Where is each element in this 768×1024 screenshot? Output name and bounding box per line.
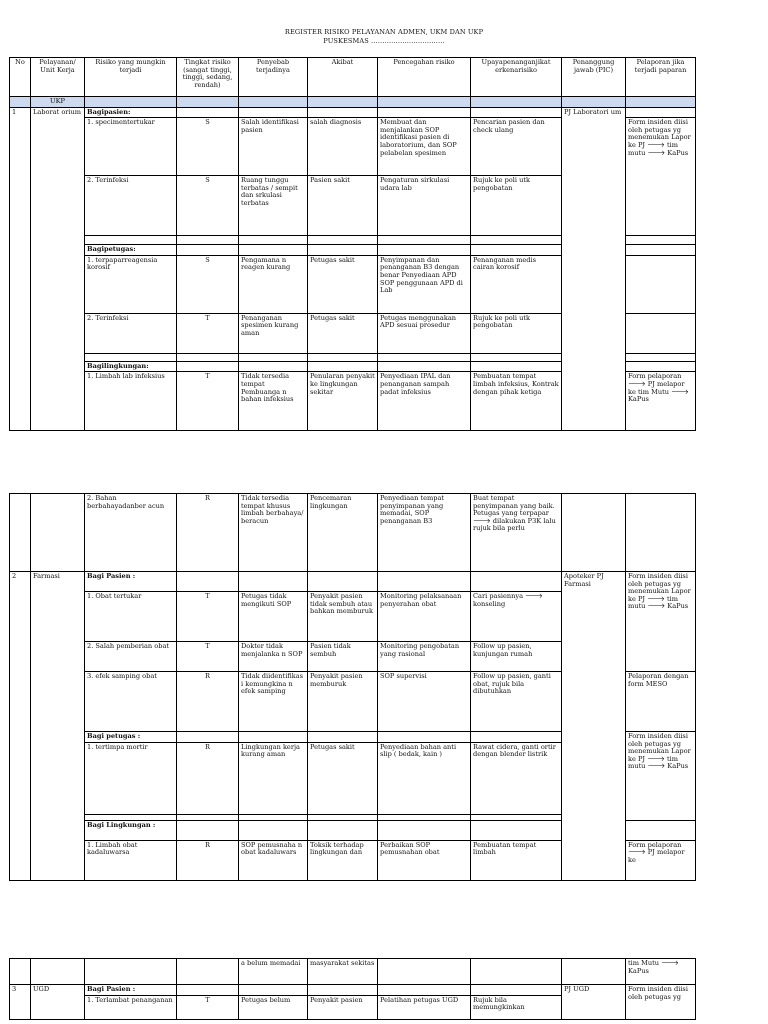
cause-cell: SOP pemusnaha n obat kadaluwars [239, 840, 308, 880]
cause-cell: Tidak tersedia tempat khusus limbah berbahaya/ beracun [239, 494, 308, 572]
effect-cell: masyarakat sekitas [308, 959, 378, 985]
unit-name: Farmasi [31, 572, 85, 881]
risk-cell: 2. Terinfeksi [85, 313, 177, 353]
risk-cell: 2. Bahan berbahayadanber acun [85, 494, 177, 572]
report-cell: tim Mutu 🡒 KaPus [626, 959, 696, 985]
cause-cell: Petugas belum [239, 995, 308, 1019]
header-handling: Upayapenanganjikat erkenarisiko [471, 58, 562, 97]
risk-register-table-page2 [9, 493, 696, 881]
section-header: Bagi Lingkungan : [85, 820, 177, 840]
handling-cell: Rujuk ke poli utk pengobatan [471, 313, 562, 353]
level-cell: T [177, 372, 239, 431]
handling-cell: Pembuatan tempat limbah infeksius, Kontrak dengan pihak ketiga [471, 372, 562, 431]
effect-cell: Petugas sakit [308, 742, 378, 814]
level-cell: T [177, 313, 239, 353]
handling-cell: Follow up pasien, kunjungan rumah [471, 642, 562, 672]
header-level: Tingkat risiko (sangat tinggi, tinggi, sedang, rendah) [177, 58, 239, 97]
cause-cell: Petugas tidak mengikuti SOP [239, 592, 308, 642]
level-cell: T [177, 642, 239, 672]
section-header: Bagi Pasien : [85, 572, 177, 592]
document-title: REGISTER RISIKO PELAYANAN ADMEN, UKM DAN UKP [284, 28, 484, 36]
row-number: 2 [10, 572, 31, 881]
cause-cell: Pengamana n reagen kurang [239, 255, 308, 313]
effect-cell: Penyakit pasien tidak sembuh atau bahkan memburuk [308, 592, 378, 642]
document-subtitle: PUSKESMAS …………………………… [323, 37, 445, 45]
prevention-cell: SOP supervisi [378, 672, 471, 732]
level-cell: S [177, 255, 239, 313]
handling-cell: Penanganan medis cairan korosif [471, 255, 562, 313]
risk-cell: 1. terpaparreagensia korosif [85, 255, 177, 313]
risk-cell: 1. Limbah obat kadaluwarsa [85, 840, 177, 880]
cause-cell: Ruang tunggu terbatas / sempit dan srkulasi terbatas [239, 176, 308, 236]
section-header: Bagi Pasien : [85, 985, 177, 996]
report-cell: Form insiden diisi oleh petugas yg menemukan Lapor ke PJ 🡒 tim mutu 🡒 KaPus [626, 572, 696, 672]
report-cell: Form insiden diisi oleh petugas yg [626, 985, 696, 1020]
effect-cell: Toksik terhadap lingkungan dan [308, 840, 378, 880]
prevention-cell: Membuat dan menjalankan SOP identifikasi pasien di laboratorium, dan SOP pelabelan spesimen [378, 118, 471, 176]
header-unit: Pelayanan/ Unit Kerja [31, 58, 85, 97]
prevention-cell: Pengaturan sirkulasi udara lab [378, 176, 471, 236]
cause-cell: Penanganan spesimen kurang aman [239, 313, 308, 353]
risk-cell: 2. Salah pemberian obat [85, 642, 177, 672]
section-header: Bagilingkungan: [85, 361, 177, 372]
report-cell: Form insiden diisi oleh petugas yg menemukan Lapor ke PJ 🡒 tim mutu 🡒 KaPus [626, 732, 696, 821]
level-cell: T [177, 592, 239, 642]
row-number: 1 [10, 107, 31, 431]
handling-cell: Rujuk bila memungkinkan [471, 995, 562, 1019]
pic-cell: PJ Laboratori um [562, 107, 626, 431]
report-cell: Form pelaporan 🡒 PJ melapor ke tim Mutu 🡒 KaPus [626, 372, 696, 431]
prevention-cell: Penyediaan tempat penyimpanan yang memadai, SOP penanganan B3 [378, 494, 471, 572]
report-cell: Form pelaporan 🡒 PJ melapor ke [626, 840, 696, 880]
header-report: Pelaporan jika terjadi paparan [626, 58, 696, 97]
effect-cell: salah diagnosis [308, 118, 378, 176]
effect-cell: Penyakit pasien [308, 995, 378, 1019]
level-cell: R [177, 742, 239, 814]
cause-cell: Lingkungan kerja kurang aman [239, 742, 308, 814]
level-cell: R [177, 672, 239, 732]
level-cell: S [177, 176, 239, 236]
report-cell: Form insiden diisi oleh petugas yg menemukan Lapor ke PJ 🡒 tim mutu 🡒 KaPus [626, 118, 696, 236]
effect-cell: Penyakit pasien memburuk [308, 672, 378, 732]
effect-cell: Penularan penyakit ke lingkungan sekitar [308, 372, 378, 431]
handling-cell: Cari pasiennya 🡒 konseling [471, 592, 562, 642]
risk-cell: 1. specimentertukar [85, 118, 177, 176]
level-cell: R [177, 494, 239, 572]
table-row [10, 959, 696, 985]
cause-cell: Dokter tidak menjalanka n SOP [239, 642, 308, 672]
handling-cell: Pembuatan tempat limbah [471, 840, 562, 880]
header-risk: Risiko yang mungkin terjadi [85, 58, 177, 97]
handling-cell: Rawat cidera, ganti ortir dengan blender listrik [471, 742, 562, 814]
prevention-cell: Pelatihan petugas UGD [378, 995, 471, 1019]
prevention-cell: Petugas menggunakan APD sesuai prosedur [378, 313, 471, 353]
handling-cell: Buat tempat penyimpanan yang baik. Petugas yang terpapar 🡒 dilakukan P3K lalu rujuk bila perlu [471, 494, 562, 572]
level-cell: R [177, 840, 239, 880]
report-cell: Pelaporan dengan form MESO [626, 672, 696, 732]
cause-cell: Tidak tersedia tempat Pembuanga n bahan infeksius [239, 372, 308, 431]
header-pic: Penanggung jawab (PIC) [562, 58, 626, 97]
effect-cell: Petugas sakit [308, 313, 378, 353]
unit-name: UGD [31, 985, 85, 1020]
risk-cell: 1. tertimpa mortir [85, 742, 177, 814]
row-number: 3 [10, 985, 31, 1020]
cause-cell: Salah identifikasi pasien [239, 118, 308, 176]
risk-cell: 3. efek samping obat [85, 672, 177, 732]
header-row [10, 58, 696, 97]
table-row [10, 494, 696, 572]
handling-cell: Rujuk ke poli utk pengobatan [471, 176, 562, 236]
header-prevention: Pencegahan risiko [378, 58, 471, 97]
risk-register-table-page3 [9, 958, 696, 1020]
cause-cell: Tidak diidentifikas i kemungkina n efek samping [239, 672, 308, 732]
handling-cell: Follow up pasien, ganti obat, rujuk bila dibutuhkan [471, 672, 562, 732]
pic-cell: PJ UGD [562, 985, 626, 1020]
table-row [10, 107, 696, 118]
header-no: No [10, 58, 31, 97]
prevention-cell: Penyediaan bahan anti slip ( bedak, kain ) [378, 742, 471, 814]
header-effect: Akibat [308, 58, 378, 97]
prevention-cell: Penyediaan IPAL dan penanganan sampah padat infeksius [378, 372, 471, 431]
level-cell: S [177, 118, 239, 176]
ukp-label: UKP [31, 97, 85, 108]
section-header: Bagipasien: [85, 107, 177, 118]
prevention-cell: Monitoring pengobatan yang rasional [378, 642, 471, 672]
effect-cell: Pencemaran lingkungan [308, 494, 378, 572]
table-row [10, 572, 696, 592]
level-cell: T [177, 995, 239, 1019]
prevention-cell: Penyimpanan dan penanganan B3 dengan benar Penyediaan APD SOP penggunaan APD di Lab [378, 255, 471, 313]
risk-register-table-page1 [9, 57, 696, 431]
risk-cell: 2. Terinfeksi [85, 176, 177, 236]
unit-name: Laborat orium [31, 107, 85, 431]
risk-cell: 1. Limbah lab infeksius [85, 372, 177, 431]
effect-cell: Pasien tidak sembuh [308, 642, 378, 672]
section-header: Bagipetugas: [85, 245, 177, 256]
effect-cell: Pasien sakit [308, 176, 378, 236]
table-row [10, 985, 696, 996]
effect-cell: Petugas sakit [308, 255, 378, 313]
risk-cell: 1. Terlambat penanganan [85, 995, 177, 1019]
pic-cell: Apoteker PJ Farmasi [562, 572, 626, 881]
handling-cell: Pencarian pasien dan check ulang [471, 118, 562, 176]
ukp-row [10, 97, 696, 108]
prevention-cell: Perbaikan SOP pemusnahan obat [378, 840, 471, 880]
header-cause: Penyebab terjadinya [239, 58, 308, 97]
cause-cell: a belum memadai [239, 959, 308, 985]
section-header: Bagi petugas : [85, 732, 177, 743]
prevention-cell: Monitoring pelaksanaan penyerahan obat [378, 592, 471, 642]
risk-cell: 1. Obat tertukar [85, 592, 177, 642]
